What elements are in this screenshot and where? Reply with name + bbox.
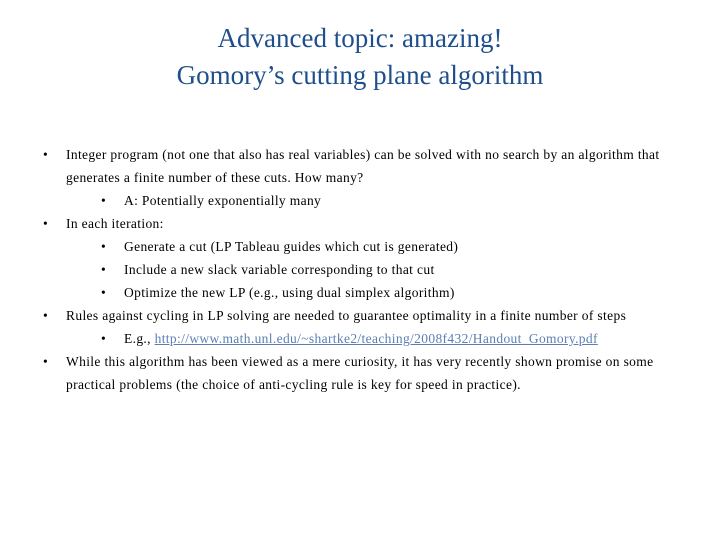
bullet-glyph: • (43, 216, 49, 231)
sub-bullet-text: Optimize the new LP (e.g., using dual simplex algorithm) (124, 285, 455, 300)
bullet-item-anti-cycling-rules (0, 304, 666, 327)
handout-gomory-link[interactable]: http://www.math.unl.edu/~shartke2/teaching/2008f432/Handout_Gomory.pdf (154, 331, 598, 346)
bullet-text: Rules against cycling in LP solving are needed to guarantee optimality in a finite number of steps (66, 308, 627, 323)
bullet-glyph: • (43, 308, 49, 323)
bullet-glyph: • (43, 354, 49, 369)
sub-bullet-text: A: Potentially exponentially many (124, 193, 322, 208)
bullet-text: While this algorithm has been viewed as a mere curiosity, it has very recently shown promise on some practical problems (the choice of anti-cycling rule is key for speed in practice). (66, 354, 654, 392)
sub-bullet-item-generate-cut (0, 235, 704, 258)
bullet-list (0, 143, 720, 396)
bullet-item-practical-promise (0, 350, 666, 396)
bullet-item-each-iteration (0, 212, 666, 235)
sub-bullet-glyph: • (101, 262, 107, 277)
sub-bullet-glyph: • (101, 193, 107, 208)
title-line-1: Advanced topic: amazing! (217, 23, 503, 53)
sub-bullet-item-optimize-lp (0, 281, 704, 304)
bullet-text: In each iteration: (66, 216, 164, 231)
title-line-2: Gomory’s cutting plane algorithm (176, 60, 544, 90)
sub-bullet-prefix: E.g., (124, 331, 155, 346)
bullet-item-integer-program (0, 143, 666, 189)
sub-bullet-item-slack-variable (0, 258, 704, 281)
sub-bullet-item-example-link (0, 327, 704, 350)
bullet-glyph: • (43, 147, 49, 162)
sub-bullet-glyph: • (101, 239, 107, 254)
sub-bullet-text: Generate a cut (LP Tableau guides which cut is generated) (124, 239, 459, 254)
sub-bullet-text: Include a new slack variable corresponding to that cut (124, 262, 435, 277)
sub-bullet-glyph: • (101, 285, 107, 300)
sub-bullet-glyph: • (101, 331, 107, 346)
slide-title (0, 20, 720, 94)
sub-bullet-item-how-many-answer (0, 189, 704, 212)
bullet-text: Integer program (not one that also has real variables) can be solved with no search by an algorithm that generates a finite number of these cuts. How many? (66, 147, 660, 185)
